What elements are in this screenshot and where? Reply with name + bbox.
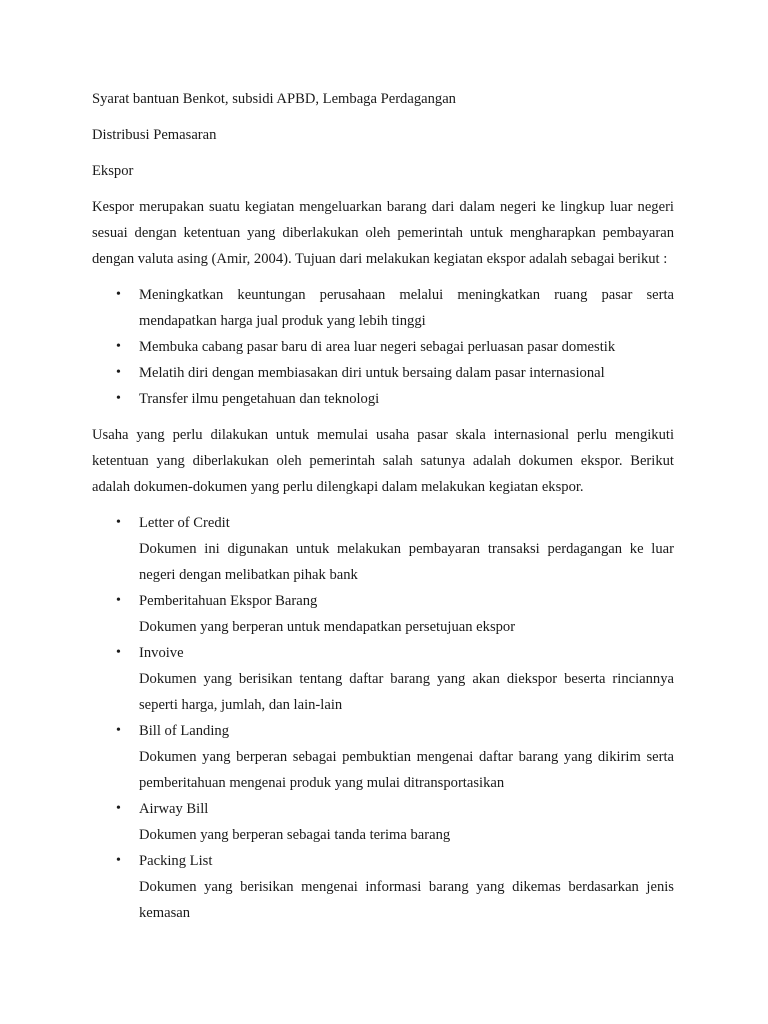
bullet-icon: • <box>116 801 121 816</box>
bullet-icon: • <box>116 365 121 380</box>
document-description: Dokumen yang berperan sebagai tanda terima barang <box>139 827 451 843</box>
document-title: Pemberitahuan Ekspor Barang <box>139 593 318 609</box>
list-item <box>92 282 674 334</box>
export-definition-paragraph: Kespor merupakan suatu kegiatan mengeluarkan barang dari dalam negeri ke lingkup luar negeri sesuai dengan ketentuan yang diberlakukan oleh pemerintah untuk mengharapkan pembayaran dengan valuta asing (Amir, 2004). Tujuan dari melakukan kegiatan ekspor adalah sebagai berikut : <box>92 199 674 267</box>
document-description: Dokumen ini digunakan untuk melakukan pembayaran transaksi perdagangan ke luar negeri dengan melibatkan pihak bank <box>139 541 674 583</box>
document-title: Invoive <box>139 645 184 661</box>
list-item <box>92 640 674 718</box>
document-description: Dokumen yang berisikan mengenai informasi barang yang dikemas berdasarkan jenis kemasan <box>139 879 674 921</box>
goal-text: Meningkatkan keuntungan perusahaan melalui meningkatkan ruang pasar serta mendapatkan harga jual produk yang lebih tinggi <box>139 287 674 329</box>
bullet-icon: • <box>116 645 121 660</box>
document-description: Dokumen yang berperan sebagai pembuktian mengenai daftar barang yang dikirim serta pemberitahuan mengenai produk yang mulai ditransportasikan <box>139 749 674 791</box>
export-goals-list <box>92 282 674 412</box>
bullet-icon: • <box>116 853 121 868</box>
list-item <box>92 360 674 386</box>
document-title: Bill of Landing <box>139 723 229 739</box>
bullet-icon: • <box>116 515 121 530</box>
section-title-export: Ekspor <box>92 163 134 179</box>
bullet-icon: • <box>116 723 121 738</box>
export-documents-list <box>92 510 674 926</box>
document-title: Packing List <box>139 853 213 869</box>
bullet-icon: • <box>116 391 121 406</box>
goal-text: Melatih diri dengan membiasakan diri untuk bersaing dalam pasar internasional <box>139 365 605 381</box>
goal-text: Membuka cabang pasar baru di area luar negeri sebagai perluasan pasar domestik <box>139 339 616 355</box>
document-title: Airway Bill <box>139 801 209 817</box>
list-item <box>92 386 674 412</box>
bullet-icon: • <box>116 287 121 302</box>
list-item <box>92 796 674 848</box>
bullet-icon: • <box>116 339 121 354</box>
list-item <box>92 718 674 796</box>
document-page <box>92 86 674 936</box>
list-item <box>92 334 674 360</box>
list-item <box>92 510 674 588</box>
document-description: Dokumen yang berisikan tentang daftar barang yang akan diekspor beserta rinciannya seperti harga, jumlah, dan lain-lain <box>139 671 674 713</box>
bullet-icon: • <box>116 593 121 608</box>
document-title: Letter of Credit <box>139 515 230 531</box>
document-heading-distribution: Distribusi Pemasaran <box>92 127 217 143</box>
export-documents-intro-paragraph: Usaha yang perlu dilakukan untuk memulai usaha pasar skala internasional perlu mengikuti ketentuan yang diberlakukan oleh pemerintah salah satunya adalah dokumen ekspor. Berikut adalah dokumen-dokumen yang perlu dilengkapi dalam melakukan kegiatan ekspor. <box>92 427 674 495</box>
list-item <box>92 588 674 640</box>
document-heading-assistance: Syarat bantuan Benkot, subsidi APBD, Lembaga Perdagangan <box>92 91 456 107</box>
goal-text: Transfer ilmu pengetahuan dan teknologi <box>139 391 380 407</box>
document-description: Dokumen yang berperan untuk mendapatkan persetujuan ekspor <box>139 619 516 635</box>
list-item <box>92 848 674 926</box>
